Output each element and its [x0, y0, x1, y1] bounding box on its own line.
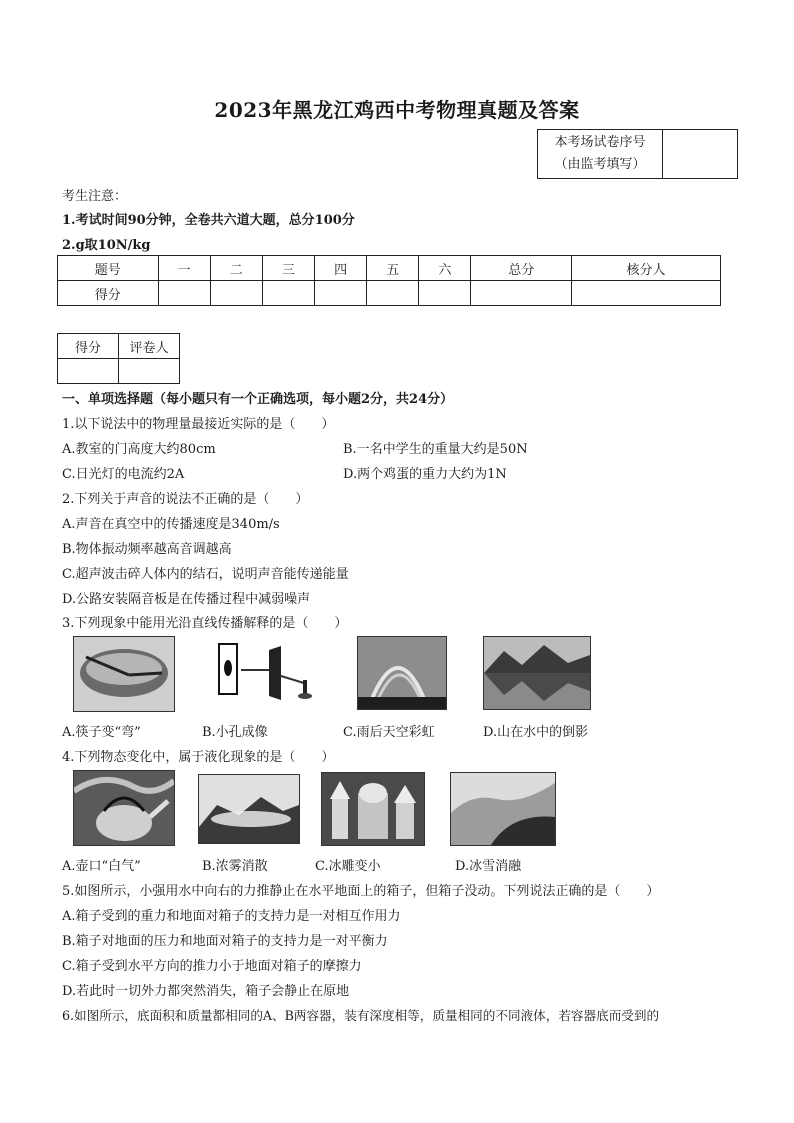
- q4-option-b: B.浓雾消散: [202, 859, 268, 874]
- notice-item-2: 2.g取10N/kg: [62, 238, 151, 253]
- q4-image-fog: [198, 774, 300, 844]
- score-header-cell: 核分人: [572, 256, 721, 281]
- score-header-cell: 总分: [471, 256, 572, 281]
- chopsticks-in-bowl-icon: [74, 637, 174, 711]
- score-header-cell: 四: [315, 256, 367, 281]
- score-cell: [315, 281, 367, 306]
- grader-score-label: 得分: [58, 334, 119, 359]
- q4-image-kettle: [73, 770, 175, 846]
- q1-option-a: A.教室的门高度大约80cm: [62, 442, 216, 457]
- notice-item-1: 1.考试时间90分钟，全卷共六道大题，总分100分: [62, 213, 355, 228]
- q4-option-c: C.冰雕变小: [315, 859, 381, 874]
- mountain-reflection-icon: [484, 637, 590, 709]
- q5-option-d: D.若此时一切外力都突然消失，箱子会静止在原地: [62, 984, 350, 999]
- grader-table: [57, 333, 180, 384]
- score-row-label: 得分: [58, 281, 159, 306]
- score-header-cell: 题号: [58, 256, 159, 281]
- q3-image-pinhole: [211, 636, 321, 710]
- q3-image-reflection: [483, 636, 591, 710]
- score-header-cell: 五: [367, 256, 419, 281]
- q2-option-a: A.声音在真空中的传播速度是340m/s: [62, 517, 280, 532]
- serial-input-cell: [663, 130, 738, 179]
- q2-option-d: D.公路安装隔音板是在传播过程中减弱噪声: [62, 592, 311, 607]
- serial-label: 本考场试卷序号 （由监考填写）: [538, 130, 663, 179]
- score-cell: [158, 281, 210, 306]
- q3-option-b: B.小孔成像: [202, 725, 268, 740]
- q4-image-ice-sculpture: [321, 772, 425, 846]
- grader-name-label: 评卷人: [119, 334, 180, 359]
- ice-sculpture-icon: [322, 773, 424, 845]
- score-cell: [262, 281, 314, 306]
- page-title: 2023年黑龙江鸡西中考物理真题及答案: [214, 98, 580, 122]
- notice-heading: 考生注意：: [62, 189, 128, 204]
- fog-mountain-icon: [199, 775, 299, 843]
- q3-image-rainbow: [357, 636, 447, 710]
- score-cell: [471, 281, 572, 306]
- score-header-cell: 六: [419, 256, 471, 281]
- score-cell: [210, 281, 262, 306]
- score-header-cell: 一: [158, 256, 210, 281]
- score-cell: [419, 281, 471, 306]
- score-table: [57, 255, 721, 306]
- q3-option-a: A.筷子变“弯”: [62, 725, 141, 740]
- q6-stem: 6.如图所示，底面积和质量都相同的A、B两容器，装有深度相等，质量相同的不同液体，若容器底而受到的: [62, 1008, 660, 1023]
- section-1-heading: 一、单项选择题（每小题只有一个正确选项，每小题2分，共24分）: [62, 392, 454, 407]
- kettle-steam-icon: [74, 771, 174, 845]
- q1-option-d: D.两个鸡蛋的重力大约为1N: [343, 467, 507, 482]
- grader-name-cell: [119, 359, 180, 384]
- score-header-cell: 三: [262, 256, 314, 281]
- q2-option-b: B.物体振动频率越高音调越高: [62, 542, 232, 557]
- q2-stem: 2.下列关于声音的说法不正确的是（ ）: [62, 492, 309, 507]
- q1-option-c: C.日光灯的电流约2A: [62, 467, 185, 482]
- q3-option-d: D.山在水中的倒影: [483, 725, 589, 740]
- q4-image-melting-snow: [450, 772, 556, 846]
- q4-option-a: A.壶口“白气”: [62, 859, 141, 874]
- q3-option-c: C.雨后天空彩虹: [343, 725, 435, 740]
- q4-stem: 4.下列物态变化中，属于液化现象的是（ ）: [62, 750, 335, 765]
- q1-stem: 1.以下说法中的物理量最接近实际的是（ ）: [62, 417, 335, 432]
- q5-option-a: A.箱子受到的重力和地面对箱子的支持力是一对相互作用力: [62, 909, 401, 924]
- pinhole-camera-icon: [211, 636, 321, 710]
- q3-stem: 3.下列现象中能用光沿直线传播解释的是（ ）: [62, 616, 348, 631]
- q5-option-b: B.箱子对地面的压力和地面对箱子的支持力是一对平衡力: [62, 934, 388, 949]
- melting-snow-icon: [451, 773, 555, 845]
- serial-number-box: [537, 129, 738, 179]
- q1-option-b: B.一名中学生的重量大约是50N: [343, 442, 528, 457]
- q3-image-chopsticks: [73, 636, 175, 712]
- rainbow-icon: [358, 637, 446, 709]
- q2-option-c: C.超声波击碎人体内的结石，说明声音能传递能量: [62, 567, 349, 582]
- q5-stem: 5.如图所示，小强用水中向右的力推静止在水平地面上的箱子，但箱子没动。下列说法正确的是（ ）: [62, 884, 660, 899]
- score-cell: [367, 281, 419, 306]
- score-cell: [572, 281, 721, 306]
- q5-option-c: C.箱子受到水平方向的推力小于地面对箱子的摩擦力: [62, 959, 362, 974]
- grader-score-cell: [58, 359, 119, 384]
- score-header-cell: 二: [210, 256, 262, 281]
- q4-option-d: D.冰雪消融: [455, 859, 522, 874]
